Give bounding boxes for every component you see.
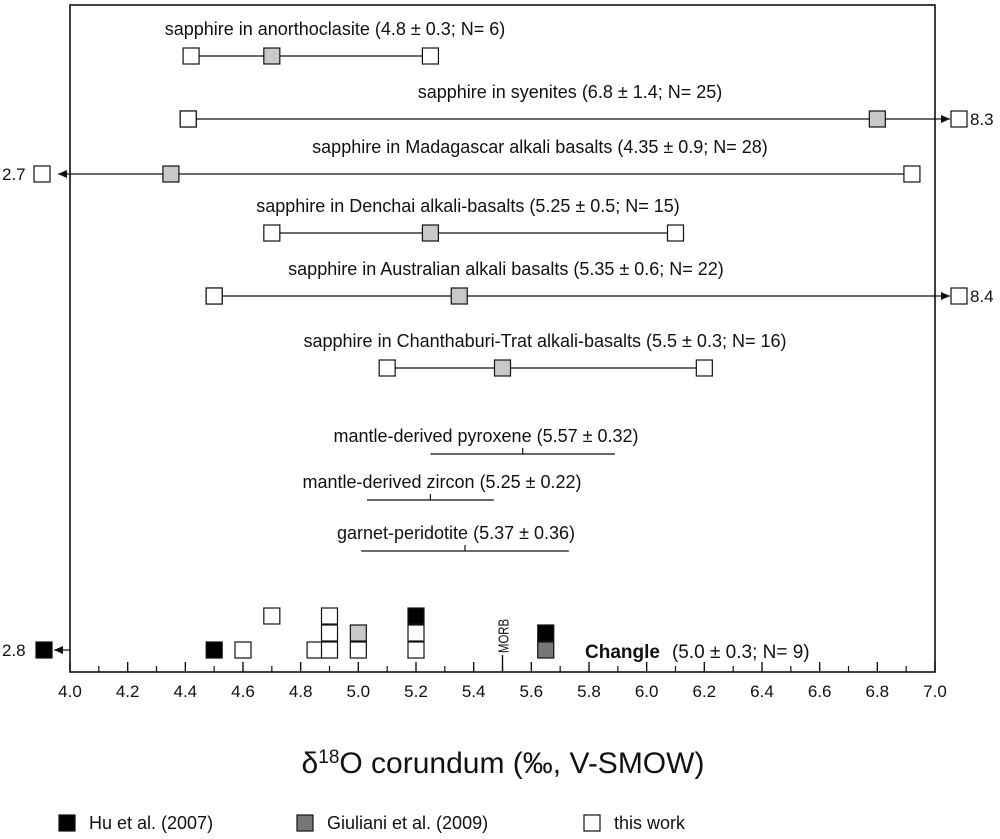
range-min-marker	[206, 288, 222, 304]
changle-point-offscale	[36, 642, 52, 658]
x-tick-label: 6.2	[692, 682, 717, 701]
x-tick-label: 5.4	[461, 682, 486, 701]
range-label: sapphire in Madagascar alkali basalts (4.35 ± 0.9; N= 28)	[312, 137, 768, 157]
range-arrow-right-head	[941, 292, 950, 300]
x-tick-label: 5.8	[577, 682, 601, 701]
x-tick-label: 5.0	[346, 682, 371, 701]
range-min-marker	[34, 166, 50, 182]
changle-point	[235, 642, 251, 658]
x-axis	[58, 662, 947, 780]
changle-point	[307, 642, 323, 658]
range-arrow-left-head	[58, 170, 67, 178]
legend-label: this work	[614, 813, 686, 833]
changle-point	[206, 642, 222, 658]
changle-point	[350, 642, 366, 658]
x-tick-label: 4.2	[115, 682, 140, 701]
legend-label: Giuliani et al. (2009)	[327, 813, 489, 833]
changle-point	[538, 625, 554, 641]
range-mean-marker	[264, 48, 280, 64]
range-min-marker	[264, 225, 280, 241]
legend-swatch	[59, 815, 75, 831]
changle-arrow-left-head	[54, 646, 63, 654]
x-axis-label: $\delta^{18}O$ corundum (‰, V-SMOW)	[301, 746, 705, 780]
mantle-ref	[302, 472, 581, 500]
x-tick-label: 6.8	[865, 682, 890, 701]
mantle-label: garnet-peridotite (5.37 ± 0.36)	[336, 523, 576, 543]
mantle-ref	[337, 523, 575, 551]
range-row	[165, 19, 506, 64]
x-tick-label: 4.4	[173, 682, 198, 701]
x-tick-label: 4.0	[58, 682, 82, 701]
x-tick-label: 5.6	[519, 682, 544, 701]
range-mean-marker	[495, 360, 511, 376]
x-tick-label: 5.2	[404, 682, 428, 701]
offscale-value: 2.7	[2, 165, 26, 184]
changle-point	[322, 608, 338, 624]
x-tick-label: 6.6	[807, 682, 832, 701]
sapphire-ranges	[2, 19, 994, 376]
changle-point	[350, 625, 366, 641]
range-mean-marker	[451, 288, 467, 304]
range-max-marker	[668, 225, 684, 241]
changle-point	[538, 642, 554, 658]
range-arrow-right-head	[941, 115, 950, 123]
legend-swatch	[584, 815, 600, 831]
offscale-value: 8.3	[970, 110, 994, 129]
range-max-marker	[951, 288, 967, 304]
legend-label: Hu et al. (2007)	[89, 813, 214, 833]
changle-point	[322, 625, 338, 641]
range-row	[256, 196, 683, 241]
range-max-marker	[951, 111, 967, 127]
range-label: sapphire in syenites (6.8 ± 1.4; N= 25)	[417, 82, 723, 102]
range-mean-marker	[869, 111, 885, 127]
x-tick-label: 6.0	[634, 682, 659, 701]
range-min-marker	[379, 360, 395, 376]
changle-point	[408, 625, 424, 641]
range-label: sapphire in Australian alkali basalts (5.35 ± 0.6; N= 22)	[288, 259, 724, 279]
changle-point	[322, 642, 338, 658]
offscale-value: 8.4	[970, 287, 994, 306]
range-label: sapphire in Chanthaburi-Trat alkali-basalts (5.5 ± 0.3; N= 16)	[303, 331, 787, 351]
mantle-ref	[333, 426, 638, 454]
range-row	[2, 137, 920, 184]
morb-label: MORB	[495, 608, 513, 653]
range-max-marker	[422, 48, 438, 64]
mantle-references	[302, 426, 638, 551]
changle-points	[2, 608, 810, 672]
range-row	[206, 259, 993, 306]
changle-point	[408, 642, 424, 658]
legend	[59, 813, 686, 833]
x-tick-label: 4.6	[231, 682, 255, 701]
changle-point	[408, 608, 424, 624]
range-label: sapphire in anorthoclasite (4.8 ± 0.3; N= 6)	[164, 19, 506, 39]
offscale-value: 2.8	[2, 641, 26, 660]
range-label: sapphire in Denchai alkali-basalts (5.25 ± 0.5; N= 15)	[256, 196, 680, 216]
mantle-label: mantle-derived zircon (5.25 ± 0.22)	[302, 472, 582, 492]
range-mean-marker	[163, 166, 179, 182]
changle-label: Changle (5.0 ± 0.3; N= 9)	[585, 642, 810, 663]
range-min-marker	[180, 111, 196, 127]
mantle-label: mantle-derived pyroxene (5.57 ± 0.32)	[333, 426, 639, 446]
x-tick-label: 6.4	[750, 682, 774, 701]
changle-point	[264, 608, 280, 624]
legend-item	[584, 813, 686, 833]
range-mean-marker	[422, 225, 438, 241]
x-tick-label: 4.8	[288, 682, 313, 701]
range-row	[180, 82, 993, 129]
range-min-marker	[183, 48, 199, 64]
x-tick-label: 7.0	[923, 682, 947, 701]
legend-swatch	[297, 815, 313, 831]
legend-item	[59, 813, 213, 833]
range-max-marker	[904, 166, 920, 182]
range-row	[304, 331, 787, 376]
legend-item	[297, 813, 488, 833]
range-max-marker	[696, 360, 712, 376]
